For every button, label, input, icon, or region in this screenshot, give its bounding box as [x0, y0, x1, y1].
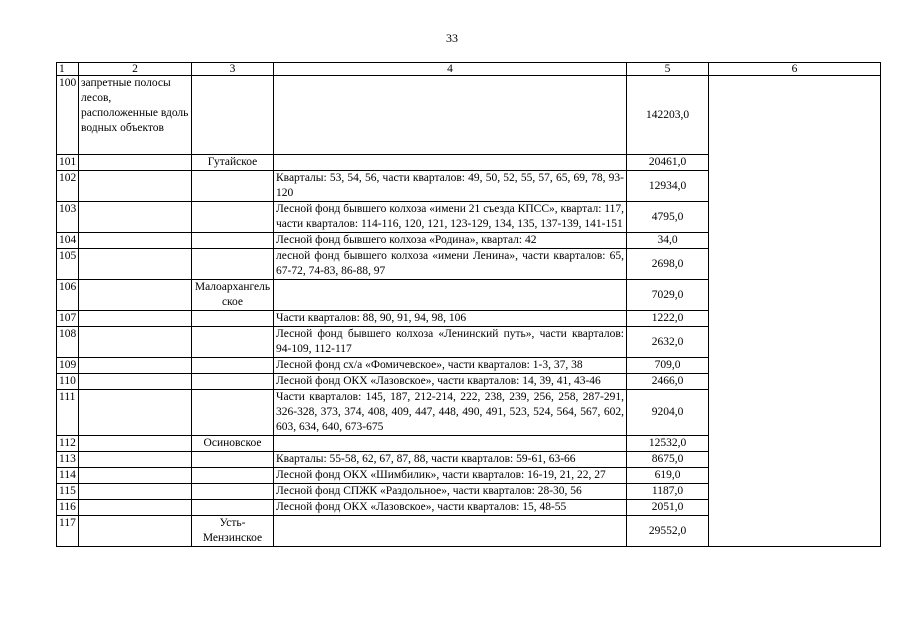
row-name — [79, 202, 192, 233]
row-number: 117 — [57, 516, 79, 547]
row-description: Части кварталов: 88, 90, 91, 94, 98, 106 — [274, 311, 627, 327]
row-description: Кварталы: 55-58, 62, 67, 87, 88, части кварталов: 59-61, 63-66 — [274, 452, 627, 468]
row-area: 2466,0 — [627, 374, 709, 390]
page-number: 33 — [446, 31, 458, 45]
row-number: 110 — [57, 374, 79, 390]
row-number: 113 — [57, 452, 79, 468]
row-number: 112 — [57, 436, 79, 452]
row-number: 107 — [57, 311, 79, 327]
header-cell: 3 — [192, 63, 274, 76]
row-name — [79, 249, 192, 280]
row-description — [274, 280, 627, 311]
row-description: Лесной фонд ОКХ «Лазовское», части кварталов: 15, 48-55 — [274, 500, 627, 516]
row-name — [79, 327, 192, 358]
row-name — [79, 516, 192, 547]
row-area: 4795,0 — [627, 202, 709, 233]
row-number: 103 — [57, 202, 79, 233]
row-forestry: Малоархангельское — [192, 280, 274, 311]
row-description — [274, 76, 627, 155]
header-cell: 4 — [274, 63, 627, 76]
row-forestry — [192, 468, 274, 484]
row-name — [79, 280, 192, 311]
row-name — [79, 436, 192, 452]
header-cell: 1 — [57, 63, 79, 76]
row-name: запретные полосы лесов, расположенные вдоль водных объектов — [79, 76, 192, 155]
row-name — [79, 155, 192, 171]
row-area: 142203,0 — [627, 76, 709, 155]
row-forestry — [192, 358, 274, 374]
row-forestry — [192, 374, 274, 390]
row-forestry — [192, 500, 274, 516]
row-area: 2698,0 — [627, 249, 709, 280]
row-forestry — [192, 452, 274, 468]
row-description: Лесной фонд ОКХ «Лазовское», части кварталов: 14, 39, 41, 43-46 — [274, 374, 627, 390]
row-number: 106 — [57, 280, 79, 311]
row-description: Части кварталов: 145, 187, 212-214, 222, 238, 239, 256, 258, 287-291, 326-328, 373, 374, 408, 409, 447, 448, 490, 491, 523, 524, 564, 567, 602, 603, 634, 640, 673-675 — [274, 390, 627, 436]
row-description: Лесной фонд бывшего колхоза «Родина», квартал: 42 — [274, 233, 627, 249]
row-forestry — [192, 390, 274, 436]
row-name — [79, 468, 192, 484]
row-number: 111 — [57, 390, 79, 436]
row-number: 101 — [57, 155, 79, 171]
row-name — [79, 500, 192, 516]
row-description — [274, 155, 627, 171]
row-number: 100 — [57, 76, 79, 155]
header-cell: 6 — [709, 63, 881, 76]
row-forestry: Усть-Мензинское — [192, 516, 274, 547]
row-number: 116 — [57, 500, 79, 516]
row-name — [79, 358, 192, 374]
row-description: Лесной фонд сх/а «Фомичевское», части кварталов: 1-3, 37, 38 — [274, 358, 627, 374]
row-description — [274, 516, 627, 547]
row-area: 1187,0 — [627, 484, 709, 500]
row-area: 9204,0 — [627, 390, 709, 436]
land-table — [56, 62, 881, 547]
row-area: 34,0 — [627, 233, 709, 249]
row-name — [79, 452, 192, 468]
row-description: Лесной фонд бывшего колхоза «имени 21 съезда КПСС», квартал: 117, части кварталов: 114-116, 120, 121, 123-129, 134, 135, 137-139, 141-151 — [274, 202, 627, 233]
row-number: 105 — [57, 249, 79, 280]
row-number: 114 — [57, 468, 79, 484]
row-forestry — [192, 327, 274, 358]
header-cell: 5 — [627, 63, 709, 76]
row-number: 108 — [57, 327, 79, 358]
row-description: лесной фонд бывшего колхоза «имени Ленина», части кварталов: 65, 67-72, 74-83, 86-88, 97 — [274, 249, 627, 280]
row-forestry — [192, 311, 274, 327]
row-forestry — [192, 202, 274, 233]
row-description: Лесной фонд бывшего колхоза «Ленинский путь», части кварталов: 94-109, 112-117 — [274, 327, 627, 358]
row-description: Лесной фонд ОКХ «Шимбилик», части кварталов: 16-19, 21, 22, 27 — [274, 468, 627, 484]
row-forestry — [192, 233, 274, 249]
row-name — [79, 311, 192, 327]
row-forestry — [192, 76, 274, 155]
row-description: Лесной фонд СПЖК «Раздольное», части кварталов: 28-30, 56 — [274, 484, 627, 500]
row-number: 104 — [57, 233, 79, 249]
table-row — [57, 76, 881, 155]
row-number: 102 — [57, 171, 79, 202]
table-header-row — [57, 63, 881, 76]
row-number: 115 — [57, 484, 79, 500]
row-name — [79, 233, 192, 249]
row-area: 2051,0 — [627, 500, 709, 516]
row-area: 7029,0 — [627, 280, 709, 311]
row-forestry: Осиновское — [192, 436, 274, 452]
row-description: Кварталы: 53, 54, 56, части кварталов: 49, 50, 52, 55, 57, 65, 69, 78, 93-120 — [274, 171, 627, 202]
row-area: 29552,0 — [627, 516, 709, 547]
header-cell: 2 — [79, 63, 192, 76]
row-forestry — [192, 484, 274, 500]
row-description — [274, 436, 627, 452]
row-area: 8675,0 — [627, 452, 709, 468]
row-forestry — [192, 249, 274, 280]
row-area: 20461,0 — [627, 155, 709, 171]
remarks-cell — [709, 76, 881, 547]
row-area: 12934,0 — [627, 171, 709, 202]
row-number: 109 — [57, 358, 79, 374]
row-forestry — [192, 171, 274, 202]
row-area: 12532,0 — [627, 436, 709, 452]
row-area: 709,0 — [627, 358, 709, 374]
row-area: 619,0 — [627, 468, 709, 484]
row-name — [79, 374, 192, 390]
row-forestry: Гутайское — [192, 155, 274, 171]
row-name — [79, 171, 192, 202]
row-name — [79, 390, 192, 436]
row-name — [79, 484, 192, 500]
row-area: 1222,0 — [627, 311, 709, 327]
row-area: 2632,0 — [627, 327, 709, 358]
